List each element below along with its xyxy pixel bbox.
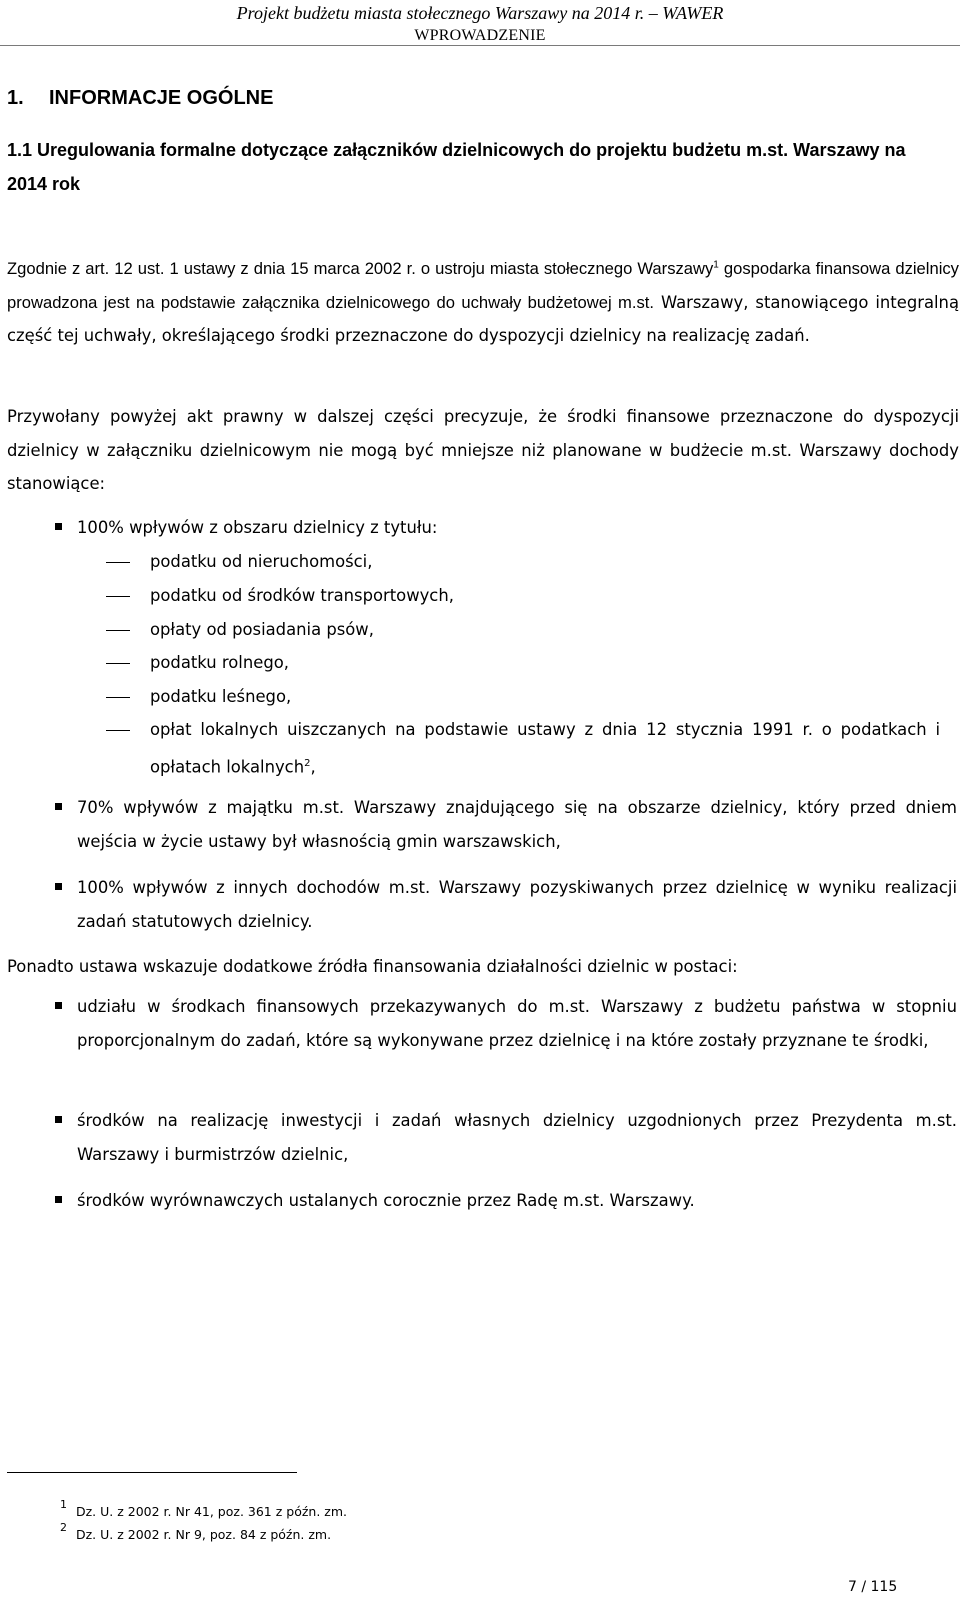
- dash-marker: [106, 596, 130, 597]
- paragraph-3: Ponadto ustawa wskazuje dodatkowe źródła finansowania działalności dzielnic w postaci:: [7, 957, 738, 976]
- heading-2: 1.1 Uregulowania formalne dotyczące załączników dzielnicowych do projektu budżetu m.st. Warszawy na 2014 rok: [7, 140, 906, 194]
- dash-item: podatku leśnego,: [150, 687, 292, 706]
- dash-marker: [106, 730, 130, 731]
- paragraph-1-part-c: Warszawy, stanowiącego integralną część tej uchwały, określającego środki przeznaczone do dyspozycji dzielnicy na realizację zadań.: [7, 292, 959, 345]
- bullet-item: udziału w środkach finansowych przekazywanych do m.st. Warszawy z budżetu państwa w stopniu proporcjonalnym do zadań, które są wykonywane przez dzielnicę i na które zostały przyznane te środki,: [77, 997, 957, 1050]
- bullet-item: środków na realizację inwestycji i zadań własnych dzielnicy uzgodnionych przez Prezydenta m.st. Warszawy i burmistrzów dzielnic,: [77, 1111, 957, 1164]
- header-section: WPROWADZENIE: [414, 27, 546, 44]
- bullet-item: środków wyrównawczych ustalanych corocznie przez Radę m.st. Warszawy.: [77, 1191, 695, 1210]
- footnote-number: 2: [60, 1521, 67, 1534]
- dash-item: podatku rolnego,: [150, 653, 289, 672]
- page-number: 7 / 115: [848, 1579, 898, 1595]
- footnote-text: Dz. U. z 2002 r. Nr 9, poz. 84 z późn. zm.: [76, 1527, 332, 1542]
- dash-marker: [106, 630, 130, 631]
- dash-marker: [106, 697, 130, 698]
- heading-1-number: 1.: [7, 87, 24, 109]
- paragraph-2: Przywołany powyżej akt prawny w dalszej części precyzuje, że środki finansowe przeznaczone do dyspozycji dzielnicy w załączniku dzielnicowym nie mogą być mniejsze niż planowane w budżecie m.st. Warszawy dochody stanowiące:: [7, 407, 959, 493]
- dash-item: podatku od nieruchomości,: [150, 552, 373, 571]
- dash-marker: [106, 562, 130, 563]
- dash-item: [150, 713, 940, 783]
- bullet-item: 100% wpływów z obszaru dzielnicy z tytułu:: [77, 518, 438, 537]
- dash-item-tail: ,: [310, 756, 316, 776]
- bullet-item: 70% wpływów z majątku m.st. Warszawy znajdującego się na obszarze dzielnicy, który przed dniem wejścia w życie ustawy był własnością gmin warszawskich,: [77, 798, 957, 851]
- footnote-ref-2: 2: [304, 757, 311, 769]
- dash-item: opłaty od posiadania psów,: [150, 620, 374, 639]
- paragraph-1-part-a: Zgodnie z art. 12 ust. 1 ustawy z dnia 15 marca 2002 r. o ustroju miasta stołecznego Warszawy: [7, 259, 714, 278]
- paragraph-1: [7, 252, 959, 353]
- paragraph-1-part-b: gospodarka finansowa dzielnicy prowadzona jest na podstawie załącznika dzielnicowego do uchwały budżetowej m.st.: [7, 259, 959, 312]
- page-header: [0, 0, 960, 46]
- footnote-divider: [7, 1472, 297, 1473]
- footnote-ref-1: 1: [713, 259, 719, 271]
- dash-item-text: opłat lokalnych uiszczanych na podstawie ustawy z dnia 12 stycznia 1991 r. o podatkach i opłatach lokalnych: [150, 720, 940, 776]
- footnote-number: 1: [60, 1498, 67, 1511]
- bullet-item: 100% wpływów z innych dochodów m.st. Warszawy pozyskiwanych przez dzielnicę w wyniku realizacji zadań statutowych dzielnicy.: [77, 878, 957, 931]
- heading-1: [7, 84, 273, 112]
- heading-1-text: INFORMACJE OGÓLNE: [49, 87, 274, 109]
- footnote-text: Dz. U. z 2002 r. Nr 41, poz. 361 z późn. zm.: [76, 1504, 347, 1519]
- header-divider: [0, 45, 960, 46]
- header-title: Projekt budżetu miasta stołecznego Warszawy na 2014 r. – WAWER: [236, 3, 724, 23]
- dash-item: podatku od środków transportowych,: [150, 586, 454, 605]
- dash-marker: [106, 663, 130, 664]
